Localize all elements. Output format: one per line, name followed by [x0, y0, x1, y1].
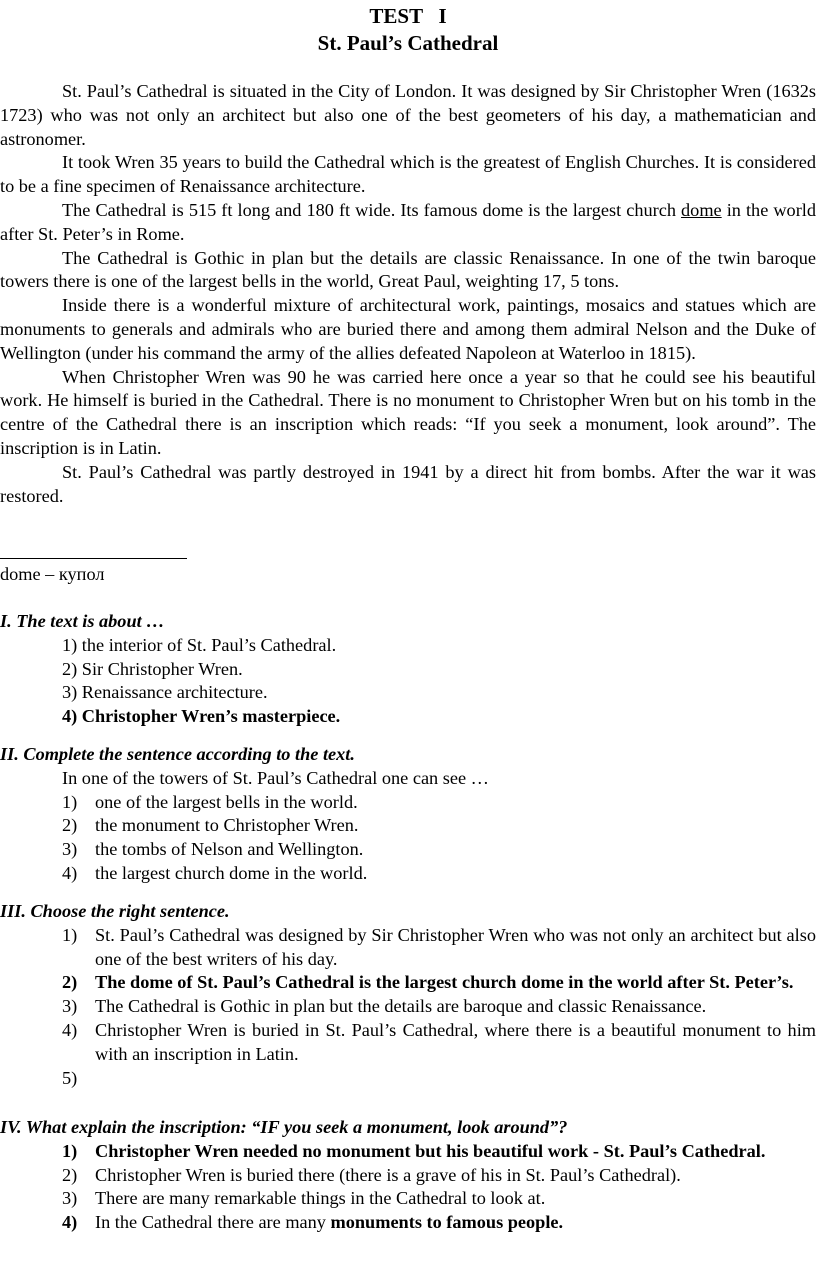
question-2-option-1 [0, 791, 816, 815]
option-number: 4) [62, 862, 78, 883]
question-4 [0, 1116, 816, 1235]
question-1-option-4: 4) Christopher Wren’s masterpiece. [62, 706, 341, 727]
question-3-option-5 [0, 1067, 816, 1091]
question-3 [0, 900, 816, 1091]
option-number: 4) [62, 1212, 78, 1233]
paragraph-3 [0, 199, 816, 247]
question-3-heading: III. Choose the right sentence. [0, 901, 230, 921]
option-number: 3) [62, 996, 78, 1017]
question-2-options [0, 791, 816, 886]
question-2-heading: II. Complete the sentence according to the text. [0, 744, 355, 764]
question-2-option-4 [0, 862, 816, 886]
option-number: 2) [62, 972, 78, 993]
question-1-heading: I. The text is about … [0, 611, 165, 631]
glossary-note: dome – купол [0, 564, 105, 584]
paragraph-5: Inside there is a wonderful mixture of architectural work, paintings, mosaics and statues which are monuments to generals and admirals who are buried there and among them admiral Nelson and the Duke of Wellington (under his command the army of the allies defeated Napoleon at Waterloo in 1815). [0, 295, 816, 363]
question-1-option-3: 3) Renaissance architecture. [62, 682, 268, 703]
question-3-option-3 [0, 995, 816, 1019]
paragraph-3-part-2: in the world after St. Peter’s in Rome. [0, 199, 816, 244]
question-3-option-2 [0, 971, 816, 995]
option-number: 4) [62, 1019, 78, 1040]
question-1-option-1: 1) the interior of St. Paul’s Cathedral. [62, 634, 337, 655]
question-2-option-3 [0, 838, 816, 862]
glossary-word-dome: dome [681, 199, 722, 220]
option-number: 2) [62, 1164, 78, 1185]
question-4-heading: IV. What explain the inscription: “IF you seek a monument, look around”? [0, 1117, 568, 1137]
option-number: 1) [62, 791, 78, 812]
paragraph-6: When Christopher Wren was 90 he was carried here once a year so that he could see his beautiful work. He himself is buried in the Cathedral. There is no monument to Christopher Wren but on his tomb in the centre of the Cathedral there is an inscription which reads: “If you seek a monument, look around”. The inscription is in Latin. [0, 366, 816, 458]
paragraph-7: St. Paul’s Cathedral was partly destroyed in 1941 by a direct hit from bombs. After the war it was restored. [0, 461, 816, 506]
paragraph-4: The Cathedral is Gothic in plan but the details are classic Renaissance. In one of the twin baroque towers there is one of the largest bells in the world, Great Paul, weighting 17, 5 tons. [0, 247, 816, 292]
option-number: 5) [62, 1067, 78, 1088]
option-text: one of the largest bells in the world. [95, 791, 358, 812]
footnote-divider [0, 558, 187, 559]
option-text: There are many remarkable things in the Cathedral to look at. [95, 1188, 546, 1209]
option-number: 2) [62, 815, 78, 836]
page-subtitle: St. Paul’s Cathedral [317, 31, 499, 55]
question-4-option-3 [0, 1187, 816, 1211]
question-3-options [0, 924, 816, 1091]
option-text: Christopher Wren is buried there (there is a grave of his in St. Paul’s Cathedral). [95, 1164, 681, 1185]
option-number: 1) [62, 924, 78, 945]
option-text: the monument to Christopher Wren. [95, 815, 359, 836]
question-4-option-1 [0, 1140, 816, 1164]
option-text-plain: In the Cathedral there are many [95, 1212, 331, 1233]
question-4-options [0, 1140, 816, 1235]
question-2 [0, 743, 816, 886]
reading-text [0, 80, 816, 508]
option-text-bold: monuments to famous people. [330, 1212, 564, 1233]
option-number: 3) [62, 1188, 78, 1209]
option-text: Christopher Wren needed no monument but his beautiful work - St. Paul’s Cathedral. [95, 1140, 766, 1161]
question-3-option-1 [0, 924, 816, 972]
paragraph-1: St. Paul’s Cathedral is situated in the City of London. It was designed by Sir Christopher Wren (1632s 1723) who was not only an architect but also one of the best geometers of his day, a mathematician and astronomer. [0, 81, 816, 149]
question-4-option-2 [0, 1164, 816, 1188]
paragraph-3-part-1: The Cathedral is 515 ft long and 180 ft wide. Its famous dome is the largest church [62, 199, 682, 220]
question-1 [0, 610, 816, 729]
option-number: 1) [62, 1140, 78, 1161]
option-text: The dome of St. Paul’s Cathedral is the largest church dome in the world after St. Peter’s. [95, 972, 794, 993]
option-text: Christopher Wren is buried in St. Paul’s Cathedral, where there is a beautiful monument to him with an inscription in Latin. [95, 1019, 816, 1064]
question-2-prompt: In one of the towers of St. Paul’s Cathedral one can see … [62, 767, 489, 788]
option-text: the tombs of Nelson and Wellington. [95, 839, 364, 860]
option-text: the largest church dome in the world. [95, 862, 368, 883]
option-text: The Cathedral is Gothic in plan but the details are baroque and classic Renaissance. [95, 996, 707, 1017]
question-1-option-2: 2) Sir Christopher Wren. [62, 658, 243, 679]
page-title: TEST I [369, 4, 447, 28]
question-2-option-2 [0, 814, 816, 838]
paragraph-2: It took Wren 35 years to build the Cathedral which is the greatest of English Churches. It is considered to be a fine specimen of Renaissance architecture. [0, 152, 816, 197]
option-text: St. Paul’s Cathedral was designed by Sir Christopher Wren who was not only an architect but also one of the best writers of his day. [95, 924, 816, 969]
option-number: 3) [62, 839, 78, 860]
question-3-option-4 [0, 1019, 816, 1067]
question-4-option-4 [0, 1211, 816, 1235]
